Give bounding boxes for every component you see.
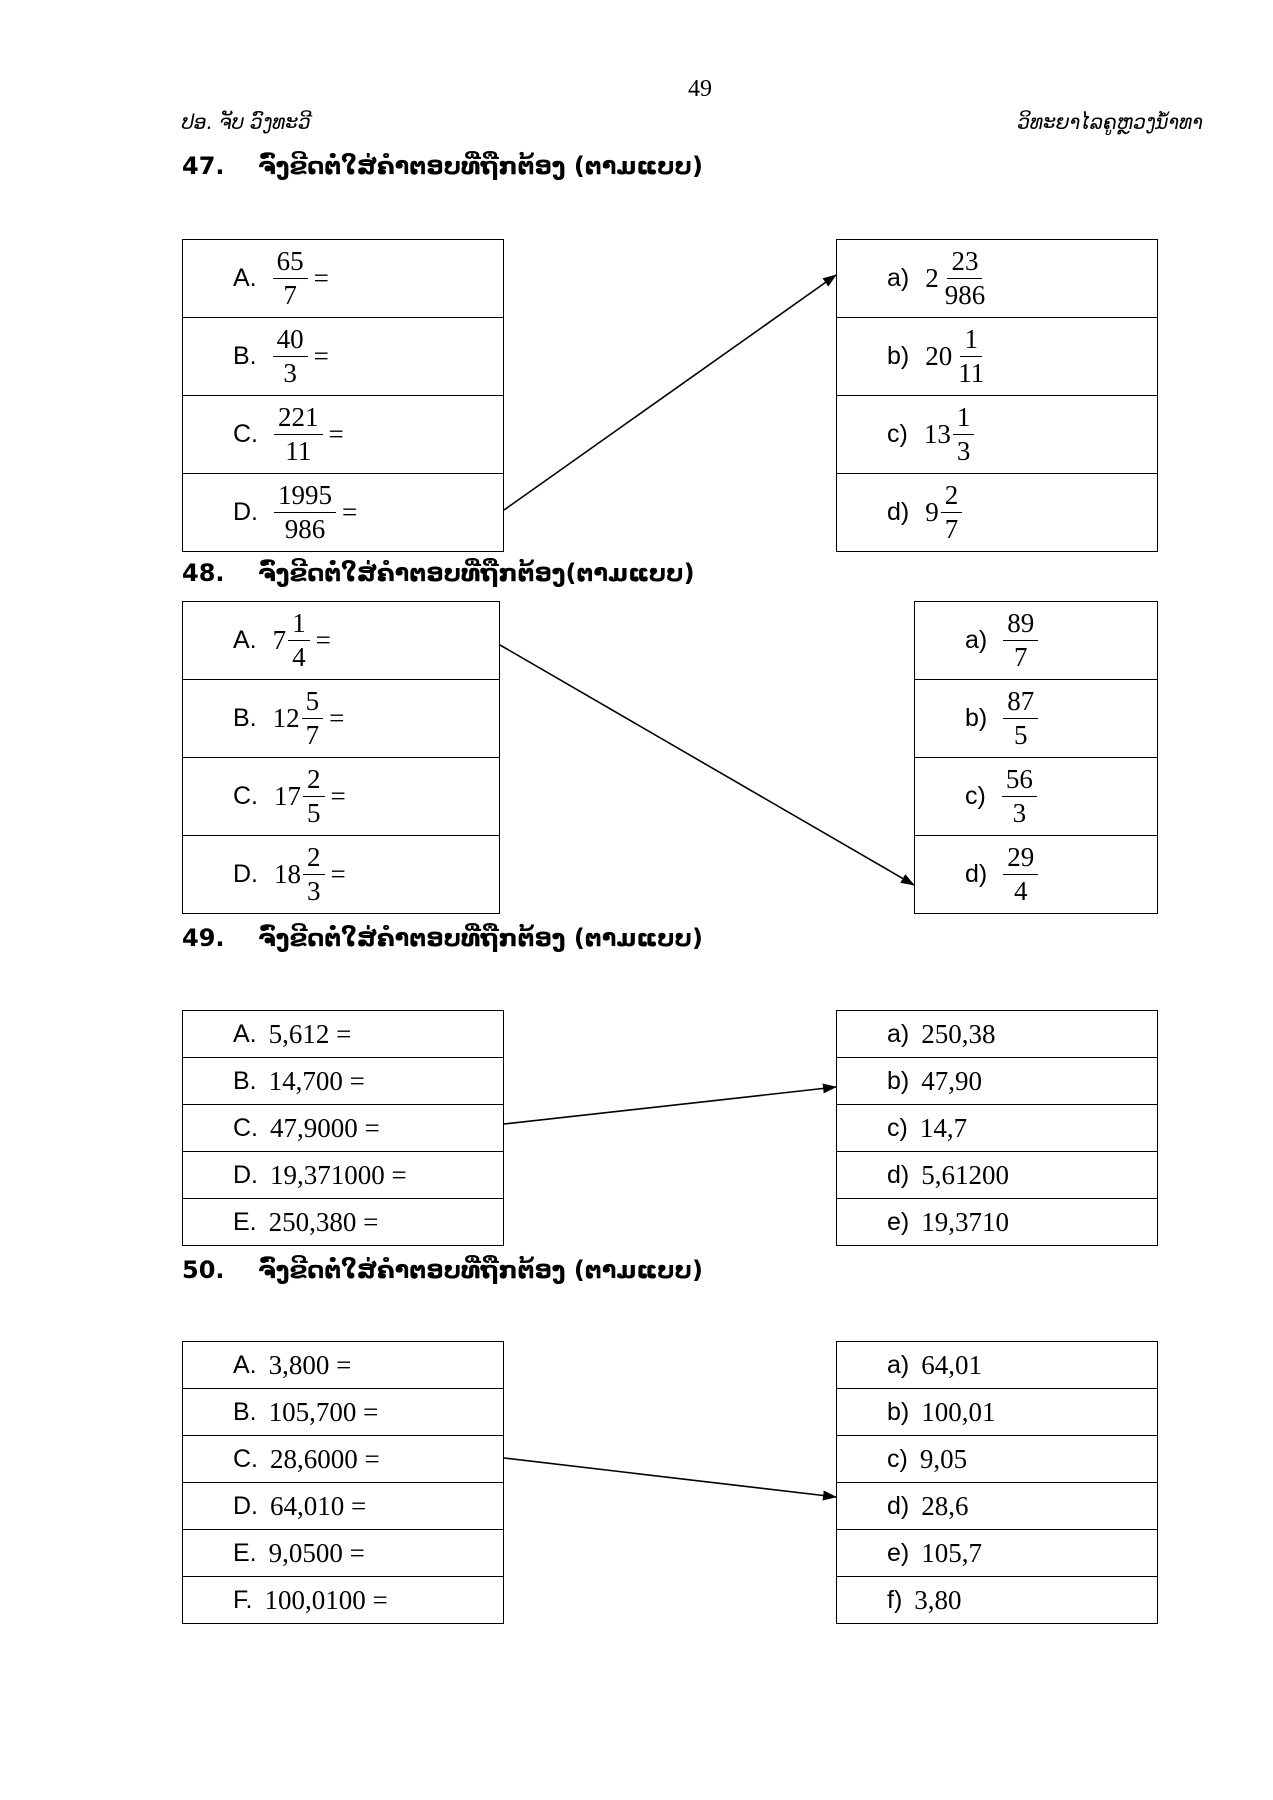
q47-right-table: a) 2 $\frac{23}{986}$ b) 20 $\frac{1}{11}$ c) 13 $\frac{1}{3}$ d) 9 $\frac{2}{7}$ — [836, 239, 1158, 552]
q48-number: 48. — [182, 559, 225, 587]
q48-left-table: A. 7 $\frac{1}{4}$ = B. 12 $\frac{5}{7}$ = C. 17 $\frac{2}{5}$ = D. 18 $\frac{2}{3}$ = — [182, 601, 500, 914]
q48-right-label: a) — [965, 626, 988, 654]
q47-left-table: A. $\frac{65}{7}$ = B. $\frac{40}{3}$ = C. $\frac{221}{11}$ = D. $\frac{1995}{986}$ = — [182, 239, 504, 552]
q47-left-label: D. — [233, 498, 258, 526]
q47-left-label: A. — [233, 264, 257, 292]
q49-right-value: 19,3710 — [921, 1206, 1009, 1237]
q49-right-value: 250,38 — [921, 1018, 996, 1049]
q50-right-value: 3,80 — [914, 1584, 962, 1615]
q49-left-value: 14,700 = — [268, 1065, 365, 1096]
q50-left-value: 64,010 = — [270, 1490, 367, 1521]
q48-example-arrow — [500, 645, 914, 885]
fraction: $\frac{65}{7}$ — [273, 248, 308, 309]
q50-right-value: 105,7 — [921, 1537, 982, 1568]
q49-example-arrow — [504, 1087, 836, 1124]
q50-right-label: c) — [887, 1444, 908, 1473]
q47-right-label: a) — [887, 264, 910, 292]
q49-right-label: c) — [887, 1113, 908, 1142]
q49-left-label: C. — [233, 1113, 258, 1142]
q47-right-label: d) — [887, 498, 910, 526]
q50-right-value: 9,05 — [919, 1443, 968, 1474]
q48-right-label: d) — [965, 860, 988, 888]
q50-left-label: B. — [233, 1397, 257, 1426]
q50-right-label: d) — [887, 1491, 910, 1520]
fraction: $\frac{1}{11}$ — [958, 324, 985, 388]
q49-left-value: 250,380 = — [268, 1206, 379, 1237]
q49-right-label: a) — [887, 1019, 910, 1048]
q50-left-value: 28,6000 = — [270, 1443, 380, 1474]
q50-left-value: 100,0100 = — [264, 1584, 388, 1615]
q50-left-value: 3,800 = — [268, 1349, 352, 1380]
q48-right-label: c) — [965, 782, 986, 810]
q49-right-label: e) — [887, 1207, 910, 1236]
fraction: $\frac{2}{7}$ — [941, 482, 963, 543]
q48-left-label: D. — [233, 860, 258, 888]
q50-number: 50. — [182, 1256, 225, 1284]
fraction: $\frac{89}{7}$ — [1003, 610, 1038, 671]
q47-number: 47. — [182, 152, 225, 180]
q50-left-label: F. — [233, 1585, 253, 1614]
q49-instruction: ຈົ່ງຂີດຕໍ່ໃສ່ຄຳຕອບທີ່ຖືກຕ້ອງ (ຕາມແບບ) — [258, 924, 703, 952]
q49-left-label: E. — [233, 1207, 257, 1236]
q47-right-label: b) — [887, 342, 910, 370]
fraction: $\frac{5}{7}$ — [302, 688, 324, 749]
q47-left-label: C. — [233, 420, 258, 448]
q50-left-label: C. — [233, 1444, 258, 1473]
fraction: $\frac{1}{3}$ — [953, 404, 975, 465]
q47-right-label: c) — [887, 420, 908, 448]
q50-right-value: 64,01 — [921, 1349, 982, 1380]
q49-left-label: B. — [233, 1066, 257, 1095]
q47-example-arrow — [504, 275, 836, 510]
q50-example-arrow — [504, 1458, 836, 1497]
header-institution: ວິທະຍາໄລຄູຫຼວງນ້ຳທາ — [1017, 110, 1203, 134]
fraction: $\frac{1}{4}$ — [288, 610, 310, 671]
q49-right-value: 47,90 — [921, 1065, 982, 1096]
q49-right-value: 14,7 — [919, 1112, 968, 1143]
header-author: ປອ. ຈັບ ວົງທະວີ — [182, 110, 311, 134]
q48-left-label: B. — [233, 704, 257, 732]
fraction: $\frac{56}{3}$ — [1002, 766, 1037, 827]
q50-left-label: E. — [233, 1538, 257, 1567]
q49-left-value: 19,371000 = — [270, 1159, 407, 1190]
q47-instruction: ຈົ່ງຂີດຕໍ່ໃສ່ຄຳຕອບທີ່ຖືກຕ້ອງ (ຕາມແບບ) — [258, 152, 703, 180]
q50-right-label: f) — [887, 1585, 903, 1614]
q50-left-value: 9,0500 = — [268, 1537, 365, 1568]
fraction: $\frac{221}{11}$ — [274, 404, 323, 465]
q49-right-label: d) — [887, 1160, 910, 1189]
fraction: $\frac{23}{986}$ — [944, 246, 986, 310]
q50-left-label: D. — [233, 1491, 258, 1520]
q48-left-label: C. — [233, 782, 258, 810]
q50-right-label: a) — [887, 1350, 910, 1379]
q48-right-label: b) — [965, 704, 988, 732]
q48-instruction: ຈົ່ງຂີດຕໍ່ໃສ່ຄຳຕອບທີ່ຖືກຕ້ອງ(ຕາມແບບ) — [258, 559, 695, 587]
q49-left-label: D. — [233, 1160, 258, 1189]
page-number: 49 — [688, 76, 712, 102]
q49-left-value: 47,9000 = — [270, 1112, 380, 1143]
q50-right-value: 28,6 — [921, 1490, 969, 1521]
q47-left-label: B. — [233, 342, 257, 370]
q48-left-label: A. — [233, 626, 257, 654]
q50-right-label: b) — [887, 1397, 910, 1426]
q50-instruction: ຈົ່ງຂີດຕໍ່ໃສ່ຄຳຕອບທີ່ຖືກຕ້ອງ (ຕາມແບບ) — [258, 1256, 703, 1284]
q50-left-label: A. — [233, 1350, 257, 1379]
fraction: $\frac{29}{4}$ — [1003, 844, 1038, 905]
q49-right-label: b) — [887, 1066, 910, 1095]
q50-right-value: 100,01 — [921, 1396, 996, 1427]
q49-number: 49. — [182, 924, 225, 952]
fraction: $\frac{2}{5}$ — [303, 766, 325, 827]
q49-right-value: 5,61200 — [921, 1159, 1009, 1190]
fraction: $\frac{40}{3}$ — [273, 326, 308, 387]
q49-left-label: A. — [233, 1019, 257, 1048]
fraction: $\frac{2}{3}$ — [303, 844, 325, 905]
fraction: $\frac{1995}{986}$ — [274, 482, 336, 543]
q50-right-label: e) — [887, 1538, 910, 1567]
fraction: $\frac{87}{5}$ — [1003, 688, 1038, 749]
q50-left-value: 105,700 = — [268, 1396, 379, 1427]
q49-left-value: 5,612 = — [268, 1018, 352, 1049]
